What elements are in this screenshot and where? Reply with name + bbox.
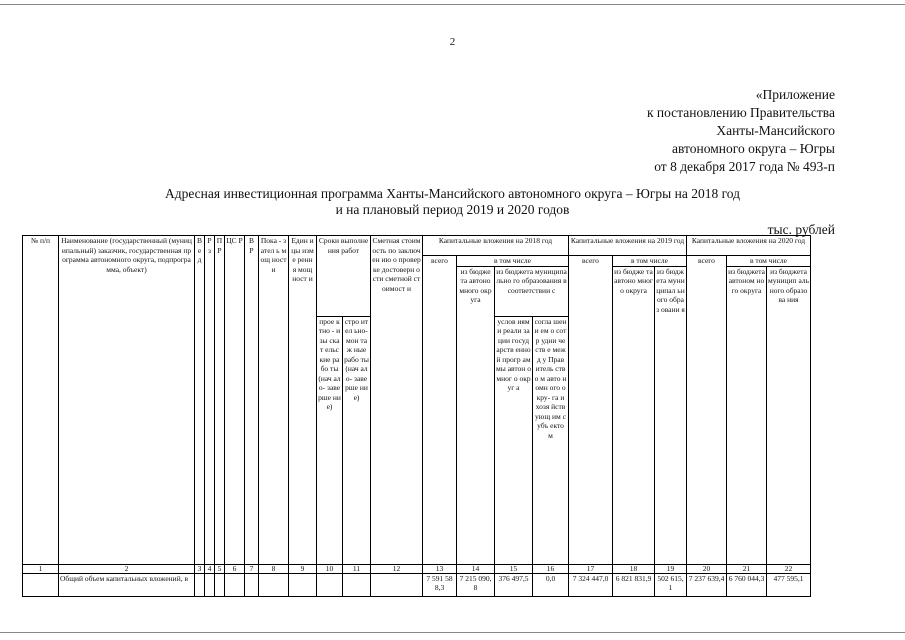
header-design-works: прое ктно - изы скат ельс кие рабо ты (нач ало- заве рше ние) — [317, 316, 343, 564]
cell-mun-program-2018: 376 497,5 — [495, 573, 533, 596]
document-title — [0, 186, 905, 218]
col-number: 9 — [289, 564, 317, 573]
header-cap-2019: Капитальные вложения на 2019 год — [569, 236, 687, 256]
col-number: 1 — [23, 564, 59, 573]
col-number: 6 — [225, 564, 245, 573]
appendix-line: от 8 декабря 2017 года № 493-п — [654, 159, 835, 174]
col-number: 2 — [59, 564, 195, 573]
cell-okrug-2018: 7 215 090,8 — [457, 573, 495, 596]
header-mun-budget-2020: из бюджета муницип ального образова ния — [767, 266, 811, 564]
header-csr: ЦС Р — [225, 236, 245, 565]
appendix-line: «Приложение — [755, 87, 835, 102]
header-ved: В е д — [195, 236, 205, 565]
col-number: 8 — [259, 564, 289, 573]
cell-total-2018: 7 591 588,3 — [423, 573, 457, 596]
title-line: и на плановый период 2019 и 2020 годов — [335, 202, 570, 217]
cell-mun-2019: 502 615,1 — [655, 573, 687, 596]
col-number: 12 — [371, 564, 423, 573]
page-number: 2 — [449, 36, 456, 48]
header-incl-2020: в том числе — [727, 256, 811, 267]
header-pr: П Р — [215, 236, 225, 565]
cell-mun-2020: 477 595,1 — [767, 573, 811, 596]
header-total-2020: всего — [687, 256, 727, 565]
appendix-line: Ханты-Мансийского — [716, 123, 835, 138]
header-mun-2018-agreement: согла шени ем о сотр удни честв е межд у Прав итель ство м авто номн ого окру- га и хозя йств ующ им субъ екто м — [533, 316, 569, 564]
bottom-rule — [0, 632, 905, 633]
header-cap-2020: Капитальные вложения на 2020 год — [687, 236, 811, 256]
header-cap-2018: Капитальные вложения на 2018 год — [423, 236, 569, 256]
cell-total-2019: 7 324 447,0 — [569, 573, 613, 596]
header-rz: Р з — [205, 236, 215, 565]
header-incl-2019: в том числе — [613, 256, 687, 267]
header-mun-budget-2018: из бюджета муниципально го образования в соответствии с — [495, 266, 569, 316]
investment-table — [22, 235, 811, 597]
header-num: № п/п — [23, 236, 59, 565]
col-number: 22 — [767, 564, 811, 573]
col-number: 15 — [495, 564, 533, 573]
header-power: Пока - зател ь мощ ност и — [259, 236, 289, 565]
cell-okrug-2020: 6 760 044,3 — [727, 573, 767, 596]
header-okrug-budget-2018: из бюдже та автоно много округа — [457, 266, 495, 564]
units-label: тыс. рублей — [767, 222, 835, 237]
col-number: 11 — [343, 564, 371, 573]
col-number: 13 — [423, 564, 457, 573]
col-number: 5 — [215, 564, 225, 573]
column-numbers-row — [23, 564, 811, 573]
top-rule — [0, 4, 905, 5]
header-unit: Един ицы изме ренн я мощ ност и — [289, 236, 317, 565]
header-terms: Сроки выполнения работ — [317, 236, 371, 317]
appendix-line: к постановлению Правительства — [646, 105, 835, 120]
col-number: 18 — [613, 564, 655, 573]
col-number: 16 — [533, 564, 569, 573]
table-row — [23, 573, 811, 596]
col-number: 21 — [727, 564, 767, 573]
cell-total-2020: 7 237 639,4 — [687, 573, 727, 596]
cell-okrug-2019: 6 821 831,9 — [613, 573, 655, 596]
header-total-2019: всего — [569, 256, 613, 565]
header-mun-2018-program: услов иями реали зации госуд арств енной прогр аммы автон омног о округ а — [495, 316, 533, 564]
row-name: Общий объем капитальных вложений, в — [59, 573, 195, 596]
col-number: 17 — [569, 564, 613, 573]
header-vr: В Р — [245, 236, 259, 565]
cell-mun-agreement-2018: 0,0 — [533, 573, 569, 596]
col-number: 20 — [687, 564, 727, 573]
col-number: 7 — [245, 564, 259, 573]
col-number: 3 — [195, 564, 205, 573]
appendix-block — [555, 86, 835, 176]
header-total-2018: всего — [423, 256, 457, 565]
title-line: Адресная инвестиционная программа Ханты-Мансийского автономного округа – Югры на 2018 год — [164, 186, 741, 201]
header-mun-budget-2019: из бюдж ета муни ципал ьного образ овани я — [655, 266, 687, 564]
header-incl-2018: в том числе — [457, 256, 569, 267]
col-number: 10 — [317, 564, 343, 573]
header-cost: Сметная стоимость по заключен ию о проверке достоверн ости сметной стоимост и — [371, 236, 423, 565]
header-okrug-budget-2020: из бюджета автоном ного округа — [727, 266, 767, 564]
appendix-line: автономного округа – Югры — [672, 141, 835, 156]
col-number: 19 — [655, 564, 687, 573]
col-number: 14 — [457, 564, 495, 573]
col-number: 4 — [205, 564, 215, 573]
header-build-works: стро ител ьно- мон таж ные рабо ты (нач ало- заве рше ние) — [343, 316, 371, 564]
header-name: Наименование (государственный (муниципальный) заказчик, государственная программа автономного округа, подпрограмма, объект) — [59, 236, 195, 565]
header-okrug-budget-2019: из бюдже та автоно много округа — [613, 266, 655, 564]
